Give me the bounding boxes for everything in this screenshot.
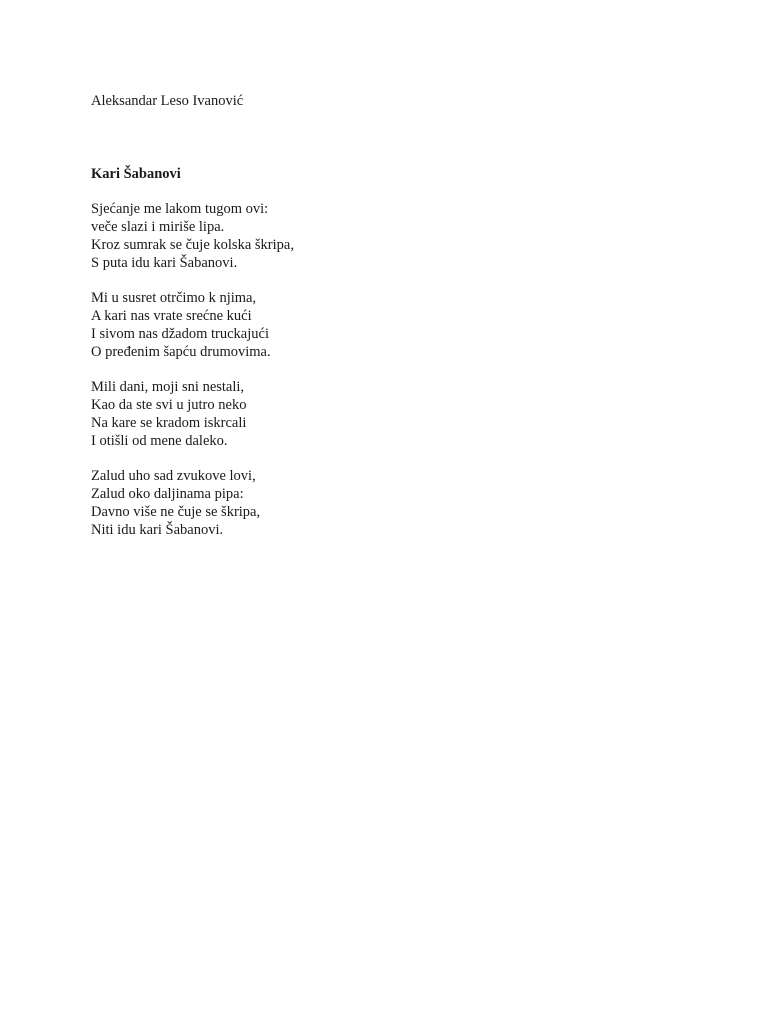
poem-line: Kao da ste svi u jutro neko (91, 397, 247, 413)
poem-line: S puta idu kari Šabanovi. (91, 255, 238, 271)
poem-line: Davno više ne čuje se škripa, (91, 504, 261, 520)
stanza-2 (91, 289, 691, 361)
stanza-3 (91, 378, 691, 450)
poem-line: Mi u susret otrčimo k njima, (91, 290, 257, 306)
poem-line: Na kare se kradom iskrcali (91, 415, 247, 431)
poem-line: O pređenim šapću drumovima. (91, 344, 271, 360)
stanza-1 (91, 200, 691, 272)
poem-line: Zalud uho sad zvukove lovi, (91, 468, 256, 484)
poem-line: I sivom nas džadom truckajući (91, 326, 269, 342)
poem-line: Kroz sumrak se čuje kolska škripa, (91, 237, 294, 253)
poem-line: veče slazi i miriše lipa. (91, 219, 225, 235)
poem-title: Kari Šabanovi (91, 166, 181, 182)
poem-line: Sjećanje me lakom tugom ovi: (91, 201, 269, 217)
stanza-4 (91, 467, 691, 539)
poem-line: I otišli od mene daleko. (91, 433, 228, 449)
author-name: Aleksandar Leso Ivanović (91, 93, 244, 109)
poem-line: Zalud oko daljinama pipa: (91, 486, 244, 502)
poem-body (91, 200, 691, 556)
poem-line: Mili dani, moji sni nestali, (91, 379, 245, 395)
poem-line: Niti idu kari Šabanovi. (91, 522, 224, 538)
poem-line: A kari nas vrate srećne kući (91, 308, 252, 324)
